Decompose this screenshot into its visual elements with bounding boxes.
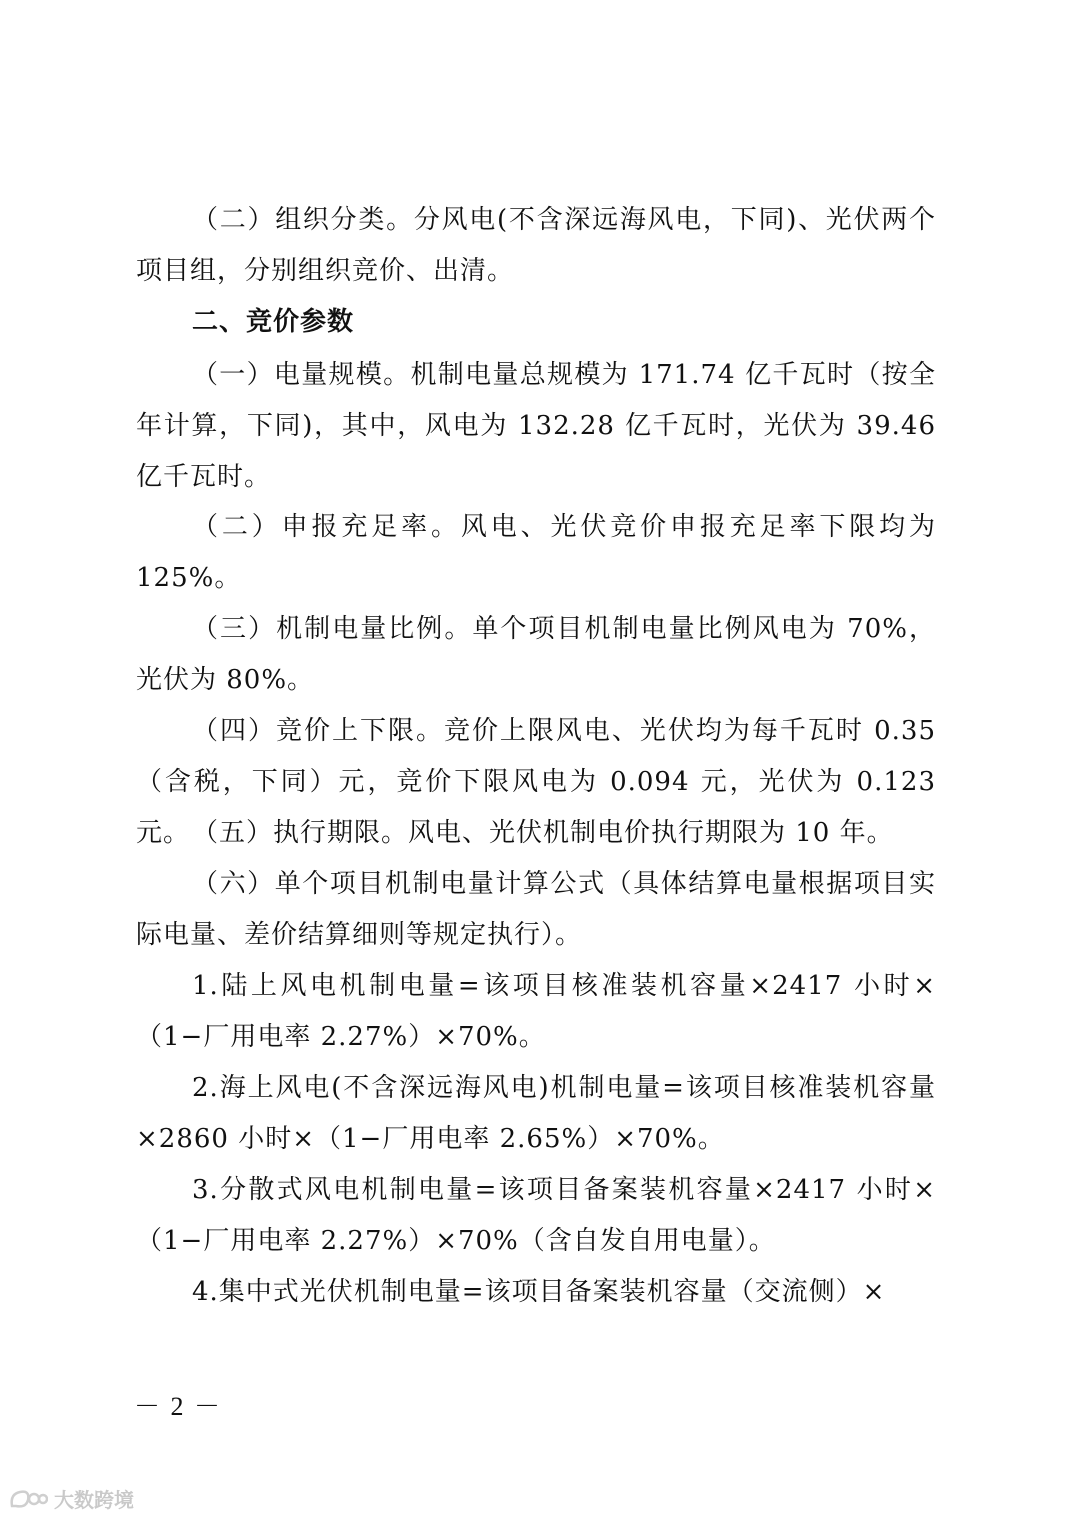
watermark-text: 大数跨境 [54,1488,134,1512]
formula-item-4: 4.集中式光伏机制电量=该项目备案装机容量（交流侧）× [192,1277,886,1307]
watermark [8,1484,134,1513]
paragraph-period: （五）执行期限。风电、光伏机制电价执行期限为 10 年。 [192,818,894,848]
formula-item-1: 1.陆上风电机制电量=该项目核准装机容量×2417 小时×（1−厂用电率 2.27%）×70%。 [136,971,936,1052]
section-heading: 二、竞价参数 [192,307,355,337]
formula-item-3: 3.分散式风电机制电量=该项目备案装机容量×2417 小时×（1−厂用电率 2.27%）×70%（含自发自用电量）。 [136,1175,936,1256]
paragraph-adequacy: （二）申报充足率。风电、光伏竞价申报充足率下限均为 125%。 [136,512,936,593]
watermark-logo-icon [8,1486,48,1512]
paragraph-ratio: （三）机制电量比例。单个项目机制电量比例风电为 70%，光伏为 80%。 [136,614,936,695]
paragraph-limits: （四）竞价上下限。竞价上限风电、光伏均为每千瓦时 0.35（含税，下同）元，竞价下限风电为 0.094 元，光伏为 0.123 元。 [136,716,936,848]
page-number: － 2 － [134,1392,223,1421]
paragraph-formula: （六）单个项目机制电量计算公式（具体结算电量根据项目实际电量、差价结算细则等规定执行）。 [136,869,936,950]
formula-item-2: 2.海上风电(不含深远海风电)机制电量=该项目核准装机容量×2860 小时×（1−厂用电率 2.65%）×70%。 [136,1073,936,1154]
paragraph-org-class: （二）组织分类。分风电(不含深远海风电，下同)、光伏两个项目组，分别组织竞价、出清。 [136,205,936,286]
paragraph-elec-scale: （一）电量规模。机制电量总规模为 171.74 亿千瓦时（按全年计算，下同)，其中，风电为 132.28 亿千瓦时，光伏为 39.46 亿千瓦时。 [136,360,936,492]
